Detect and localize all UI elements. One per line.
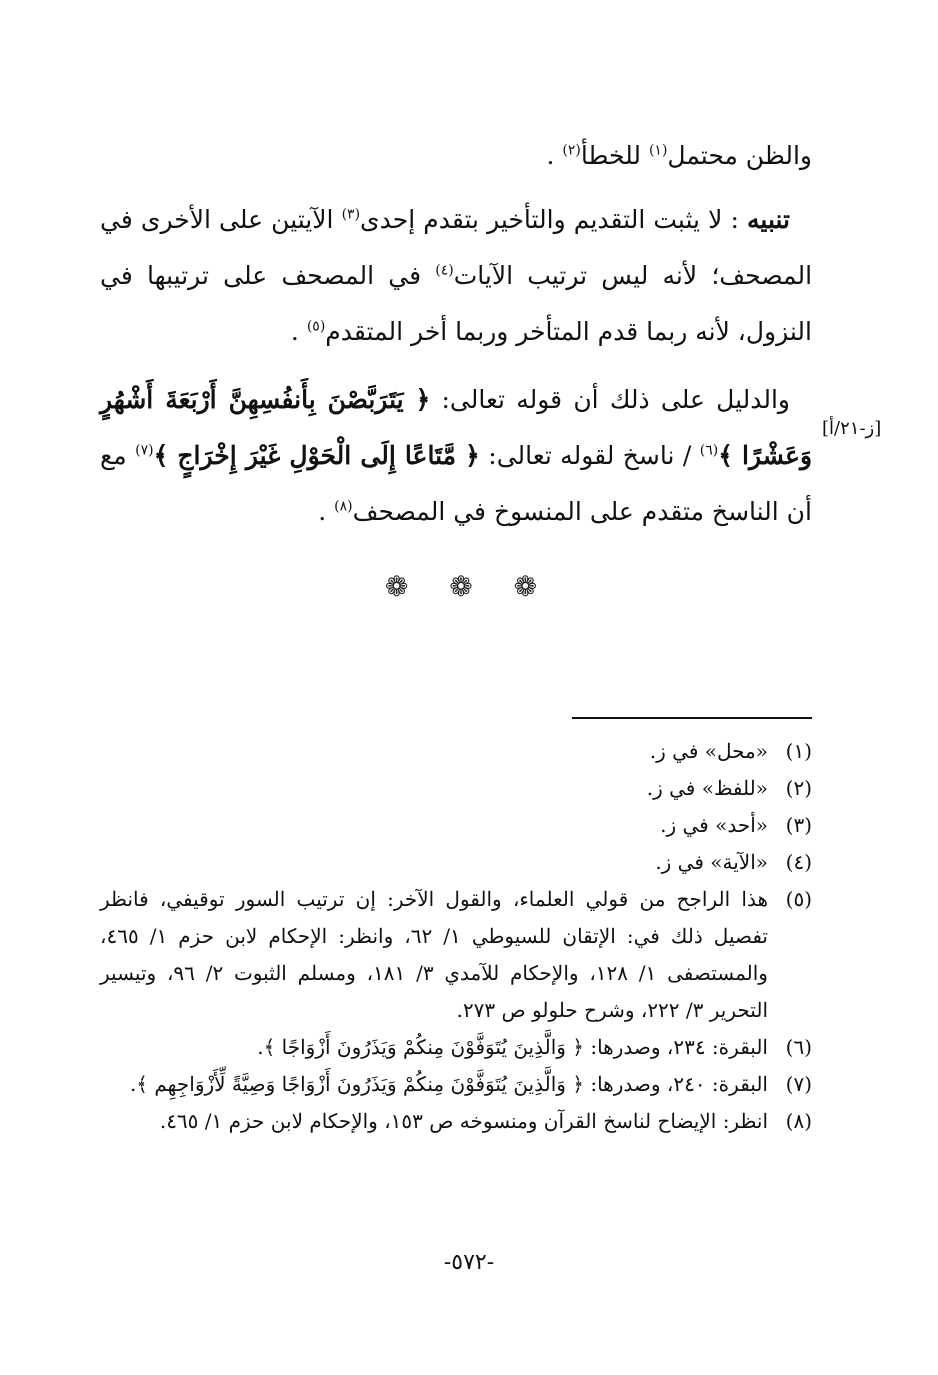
text-segment: .: [290, 317, 299, 346]
paragraph-1: [100, 128, 812, 184]
footnote-ref-4[interactable]: (٤): [435, 262, 454, 279]
footnote-item: [100, 1103, 812, 1140]
main-text: [100, 128, 812, 552]
footnote-text: البقرة: ٢٤٠، وصدرها: ﴿ وَالَّذِينَ يُتَوَفَّوْنَ مِنكُمْ وَيَذَرُونَ أَزْوَاجًا وَصِيَّةً لِّأَزْوَاجِهِم ﴾.: [129, 1072, 768, 1096]
footnote-text: هذا الراجح من قولي العلماء، والقول الآخر: إن ترتيب السور توقيفي، فانظر تفصيل ذلك في: الإتقان للسيوطي ١/ ٦٢، وانظر: الإحكام لابن حزم ١/ ٤٦٥، والمستصفى ١/ ١٢٨، والإحكام للآمدي ٣/ ١٨١، ومسلم الثبوت ٢/ ٩٦، وتيسير التحرير ٣/ ٢٢٢، وشرح حلولو ص ٢٧٣.: [100, 887, 768, 1022]
footnote-ref-2[interactable]: (٢): [562, 142, 581, 159]
footnote-number: (٢): [785, 776, 812, 800]
text-segment: للخطأ: [580, 141, 641, 170]
footnote-number: (٣): [785, 813, 812, 837]
text-segment: الآيتين على الأخرى في المصحف؛ لأنه ليس ترتيب الآيات: [100, 205, 813, 290]
footnote-ref-7[interactable]: (٧): [135, 442, 154, 459]
footnote-item: [100, 807, 812, 844]
footnote-item: [100, 881, 812, 1029]
footnote-ref-1[interactable]: (١): [648, 142, 668, 159]
footnote-text: «محل» في ز.: [649, 739, 768, 763]
text-segment: مع أن الناسخ متقدم على المنسوخ في المصحف: [100, 441, 812, 526]
footnote-ref-5[interactable]: (٥): [306, 318, 326, 335]
paragraph-3: [100, 372, 812, 540]
footnote-number: (٧): [785, 1072, 812, 1096]
text-segment: .: [546, 141, 555, 170]
tanbih-heading: تنبيه: [747, 205, 791, 234]
footnote-text: «الآية» في ز.: [655, 850, 768, 874]
footnote-text: «للفظ» في ز.: [646, 776, 768, 800]
footnote-number: (٦): [785, 1035, 812, 1059]
text-segment: / ناسخ لقوله تعالى:: [488, 441, 692, 470]
text-segment: والظن محتمل: [667, 141, 812, 170]
text-segment: والدليل على ذلك أن قوله تعالى:: [441, 385, 790, 414]
footnotes-section: [100, 733, 812, 1140]
footnote-number: (١): [785, 739, 812, 763]
footnote-item: [100, 733, 812, 770]
footnote-item: [100, 1029, 812, 1066]
footnote-number: (٥): [785, 887, 812, 911]
footnote-ref-3[interactable]: (٣): [341, 206, 361, 223]
footnote-text: انظر: الإيضاح لناسخ القرآن ومنسوخه ص ١٥٣، والإحكام لابن حزم ١/ ٤٦٥.: [159, 1109, 768, 1133]
text-segment: في المصحف على ترتيبها في النزول، لأنه ربما قدم المتأخر وربما أخر المتقدم: [100, 261, 812, 346]
footnote-ref-8[interactable]: (٨): [334, 498, 353, 515]
footnote-ref-6[interactable]: (٦): [699, 442, 719, 459]
footnote-text: «أحد» في ز.: [660, 813, 768, 837]
manuscript-margin-reference: [ز-٢١/أ]: [822, 418, 882, 439]
footnote-text: البقرة: ٢٣٤، وصدرها: ﴿ وَالَّذِينَ يُتَوَفَّوْنَ مِنكُمْ وَيَذَرُونَ أَزْوَاجًا ﴾.: [257, 1035, 768, 1059]
quran-verse-1: ﴿ يَتَرَبَّصْنَ بِأَنفُسِهِنَّ أَرْبَعَةَ أَشْهُرٍ وَعَشْرًا ﴾: [100, 385, 813, 470]
page-number: -٥٧٢-: [443, 1250, 495, 1275]
footnote-item: [100, 1066, 812, 1103]
footnote-item: [100, 844, 812, 881]
footnote-number: (٤): [785, 850, 812, 874]
footnote-number: (٨): [785, 1109, 812, 1133]
footnote-item: [100, 770, 812, 807]
paragraph-2: [100, 192, 812, 360]
text-segment: .: [318, 497, 327, 526]
text-segment: : لا يثبت التقديم والتأخير بتقدم إحدى: [360, 205, 739, 234]
quran-verse-2: ﴿ مَّتَاعًا إِلَى الْحَوْلِ غَيْرَ إِخْرَاجٍ ﴾: [153, 441, 480, 470]
footnote-divider: [572, 717, 812, 719]
section-ornament: ❁ ❁ ❁: [384, 570, 554, 603]
